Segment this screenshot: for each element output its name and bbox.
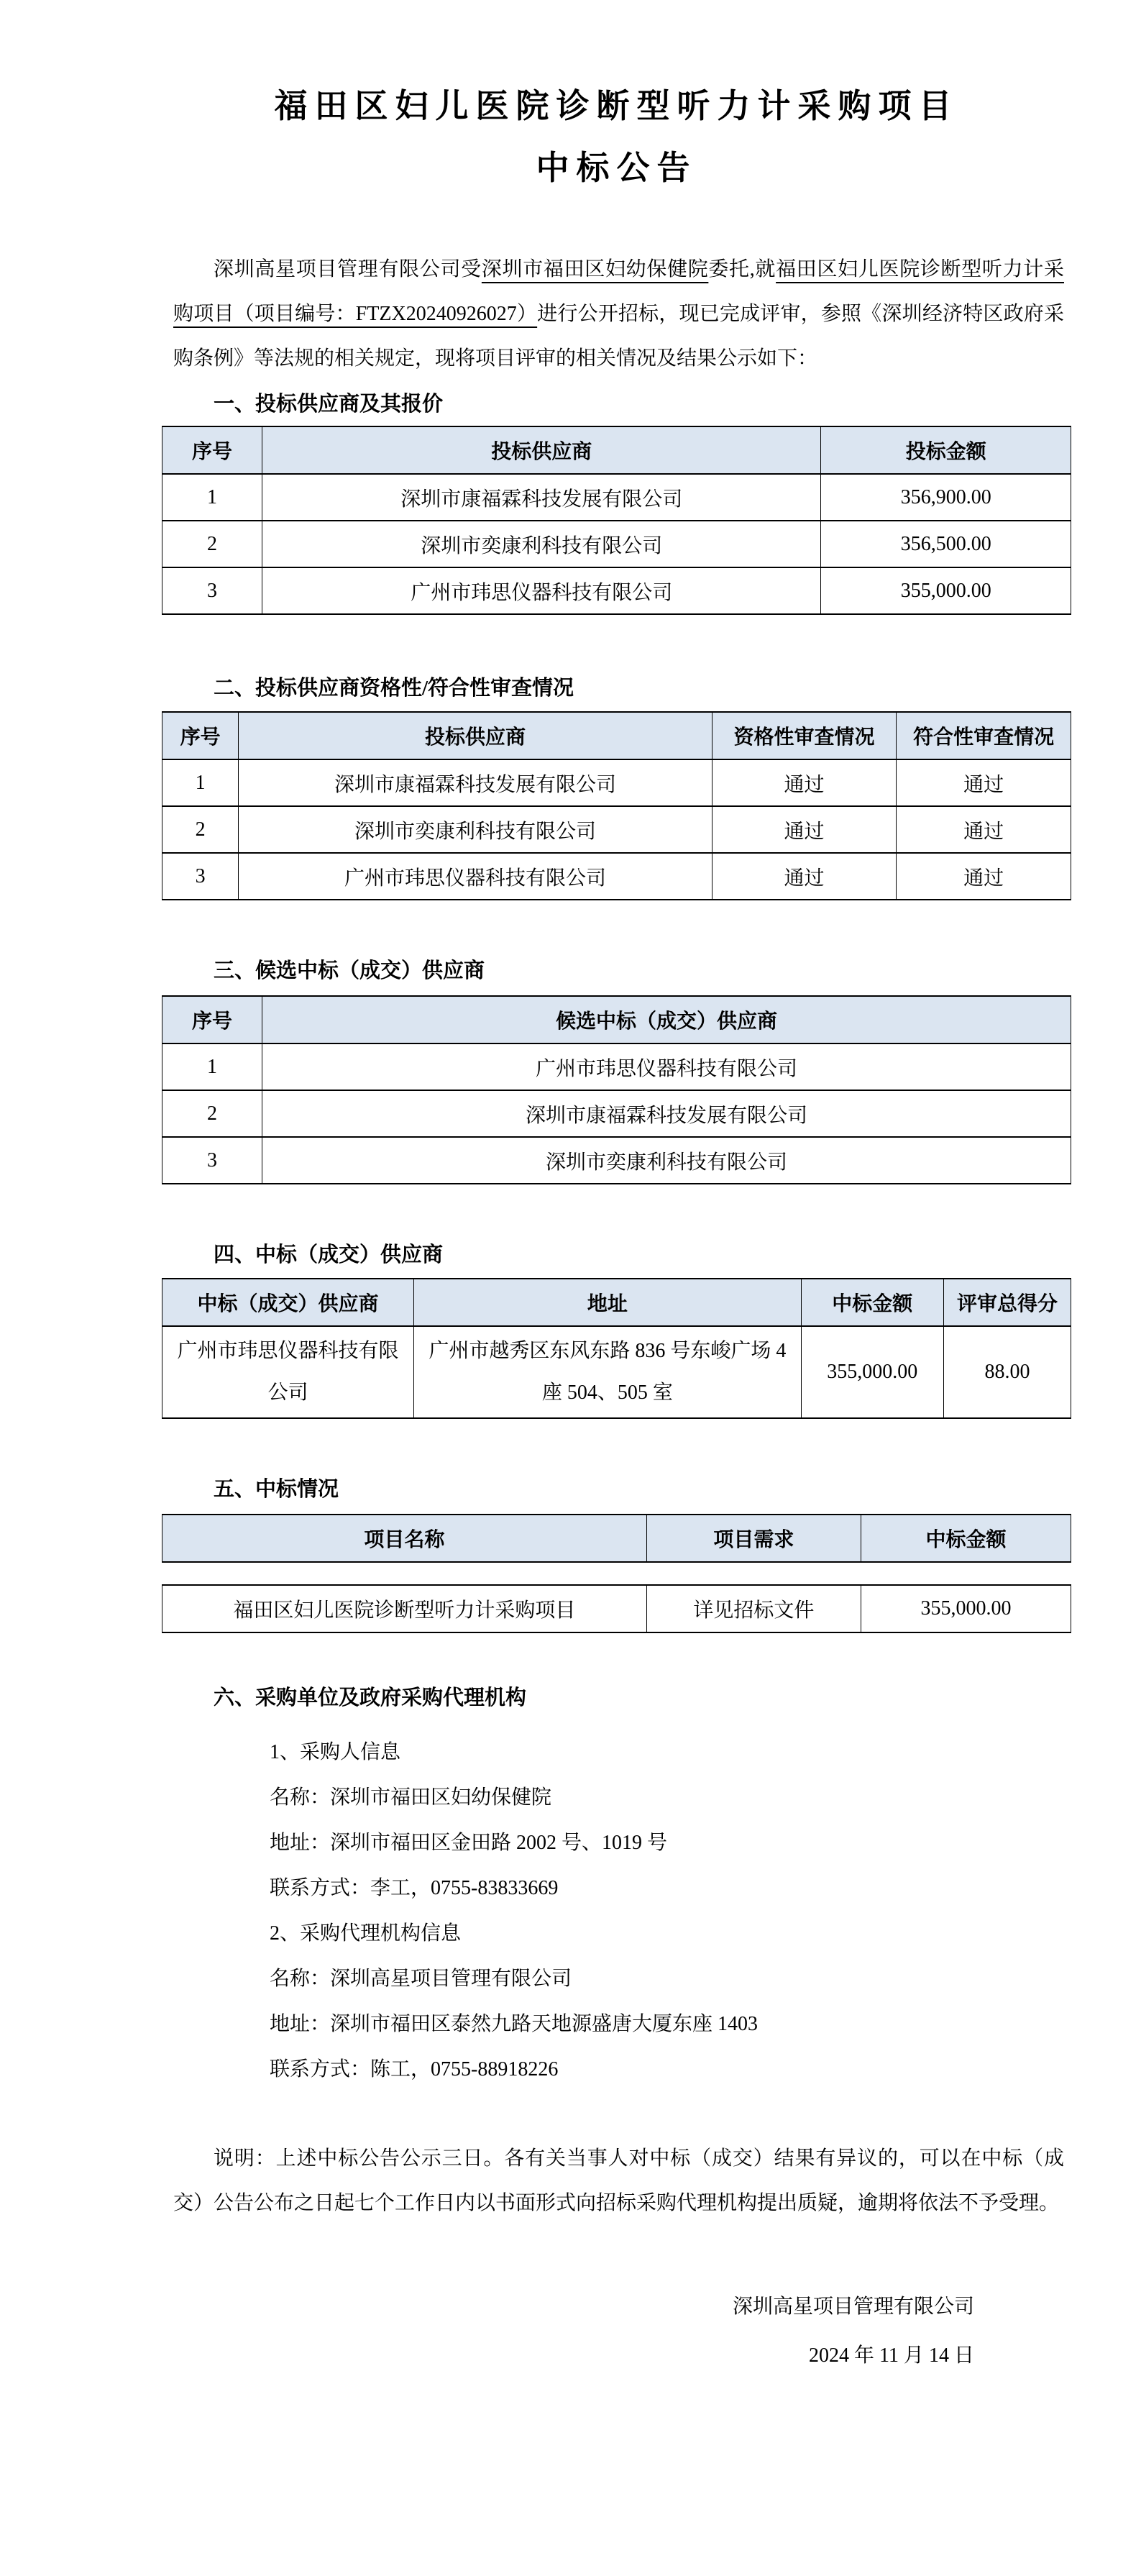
table-row [162,1137,1071,1184]
table-header-row [162,426,1071,474]
qualification-review-table [162,711,1071,900]
intro-text-segment: 深圳高星项目管理有限公司受 [214,258,482,280]
purchaser-agency-info [162,1730,1071,2092]
table-row [162,806,1071,853]
info-line-purchaser-address: 地址：深圳市福田区金田路 2002 号、1019 号 [270,1832,668,1854]
cell: 广州市玮思仪器科技有限公司 [262,567,821,614]
cell: 广州市玮思仪器科技有限公司 [262,1043,1071,1090]
cell: 2 [162,806,239,853]
award-summary-header-table [162,1514,1071,1563]
header-cell: 序号 [162,996,262,1043]
header-cell: 中标金额 [861,1515,1071,1562]
header-cell: 投标供应商 [262,426,821,474]
table-row [162,521,1071,567]
footer-date: 2024 年 11 月 14 日 [809,2344,974,2367]
header-cell: 评审总得分 [944,1279,1071,1326]
intro-underlined-buyer: 深圳市福田区妇幼保健院 [481,258,709,280]
cell: 通过 [897,806,1071,853]
cell: 2 [162,1090,262,1137]
cell: 356,900.00 [821,474,1071,521]
info-line-purchaser-contact: 联系方式：李工，0755-83833669 [270,1877,559,1899]
table-row [162,1585,1071,1632]
info-line-purchaser-name: 名称：深圳市福田区妇幼保健院 [270,1786,552,1809]
info-line-agency-title: 2、采购代理机构信息 [270,1922,462,1945]
cell: 1 [162,1043,262,1090]
cell: 通过 [712,806,897,853]
winning-supplier-table [162,1278,1071,1419]
info-line-agency-contact: 联系方式：陈工，0755-88918226 [270,2058,559,2081]
table-row [162,759,1071,806]
cell: 通过 [897,853,1071,900]
table-header-row [162,712,1071,759]
table-header-row [162,996,1071,1043]
table-header-row [162,1279,1071,1326]
document-page [162,85,1071,2368]
cell: 深圳市奕康利科技有限公司 [262,521,821,567]
header-cell: 投标金额 [821,426,1071,474]
intro-paragraph [162,247,1071,381]
cell: 355,000.00 [861,1585,1071,1632]
intro-text-segment: 进行公开招标，现已完成评审，参照《深圳经济特区政府采购条例》等法规的相关规定，现将项目评审的相关情况及结果公示如下： [173,303,1064,370]
cell: 3 [162,567,262,614]
doc-title-line1: 福田区妇儿医院诊断型听力计采购项目 [274,88,959,124]
table-row [162,474,1071,521]
cell: 详见招标文件 [646,1585,861,1632]
cell: 355,000.00 [801,1326,943,1418]
cell: 356,500.00 [821,521,1071,567]
cell: 深圳市奕康利科技有限公司 [262,1137,1071,1184]
candidate-suppliers-table [162,995,1071,1184]
cell: 3 [162,853,239,900]
section5-heading: 五、中标情况 [214,1478,339,1501]
section3-heading: 三、候选中标（成交）供应商 [214,959,485,982]
cell: 深圳市奕康利科技有限公司 [239,806,712,853]
cell: 广州市玮思仪器科技有限公司 [162,1326,414,1418]
cell: 深圳市康福霖科技发展有限公司 [239,759,712,806]
table-row [162,1043,1071,1090]
table-row [162,567,1071,614]
table-header-row [162,1515,1071,1562]
header-cell: 候选中标（成交）供应商 [262,996,1071,1043]
cell: 广州市越秀区东风东路 836 号东峻广场 4 座 504、505 室 [414,1326,801,1418]
cell: 2 [162,521,262,567]
section2-heading: 二、投标供应商资格性/符合性审查情况 [214,677,574,700]
header-cell: 序号 [162,712,239,759]
objection-note-paragraph: 说明：上述中标公告公示三日。各有关当事人对中标（成交）结果有异议的，可以在中标（成交）公告公布之日起七个工作日内以书面形式向招标采购代理机构提出质疑，逾期将依法不予受理。 [173,2147,1064,2214]
cell: 深圳市康福霖科技发展有限公司 [262,1090,1071,1137]
table-row [162,853,1071,900]
info-line-purchaser-title: 1、采购人信息 [270,1741,401,1763]
cell: 深圳市康福霖科技发展有限公司 [262,474,821,521]
info-line-agency-address: 地址：深圳市福田区泰然九路天地源盛唐大厦东座 1403 [270,2013,759,2035]
table-row [162,1326,1071,1418]
cell: 福田区妇儿医院诊断型听力计采购项目 [162,1585,647,1632]
doc-title-line2: 中标公告 [536,150,697,186]
bid-suppliers-table [162,426,1071,615]
intro-underlined-project: 福田区妇儿医院诊断型听力计采购项目（项目编号：FTZX20240926027） [173,258,1064,325]
section4-heading: 四、中标（成交）供应商 [214,1243,444,1266]
header-cell: 地址 [414,1279,801,1326]
header-cell: 中标（成交）供应商 [162,1279,414,1326]
cell: 通过 [712,853,897,900]
section6-heading: 六、采购单位及政府采购代理机构 [214,1686,527,1709]
header-cell: 投标供应商 [239,712,712,759]
header-cell: 序号 [162,426,262,474]
intro-text-segment: 委托,就 [708,258,776,280]
cell: 广州市玮思仪器科技有限公司 [239,853,712,900]
cell: 3 [162,1137,262,1184]
cell: 1 [162,474,262,521]
header-cell: 项目名称 [162,1515,647,1562]
table-row [162,1090,1071,1137]
award-summary-body-table [162,1584,1071,1633]
cell: 88.00 [944,1326,1071,1418]
cell: 通过 [897,759,1071,806]
cell: 355,000.00 [821,567,1071,614]
header-cell: 项目需求 [646,1515,861,1562]
header-cell: 中标金额 [801,1279,943,1326]
header-cell: 资格性审查情况 [712,712,897,759]
info-line-agency-name: 名称：深圳高星项目管理有限公司 [270,1968,572,1990]
cell: 通过 [712,759,897,806]
section1-heading: 一、投标供应商及其报价 [214,393,444,416]
header-cell: 符合性审查情况 [897,712,1071,759]
cell: 1 [162,759,239,806]
footer-company: 深圳高星项目管理有限公司 [732,2296,974,2318]
table-split-gap [162,1563,1071,1584]
